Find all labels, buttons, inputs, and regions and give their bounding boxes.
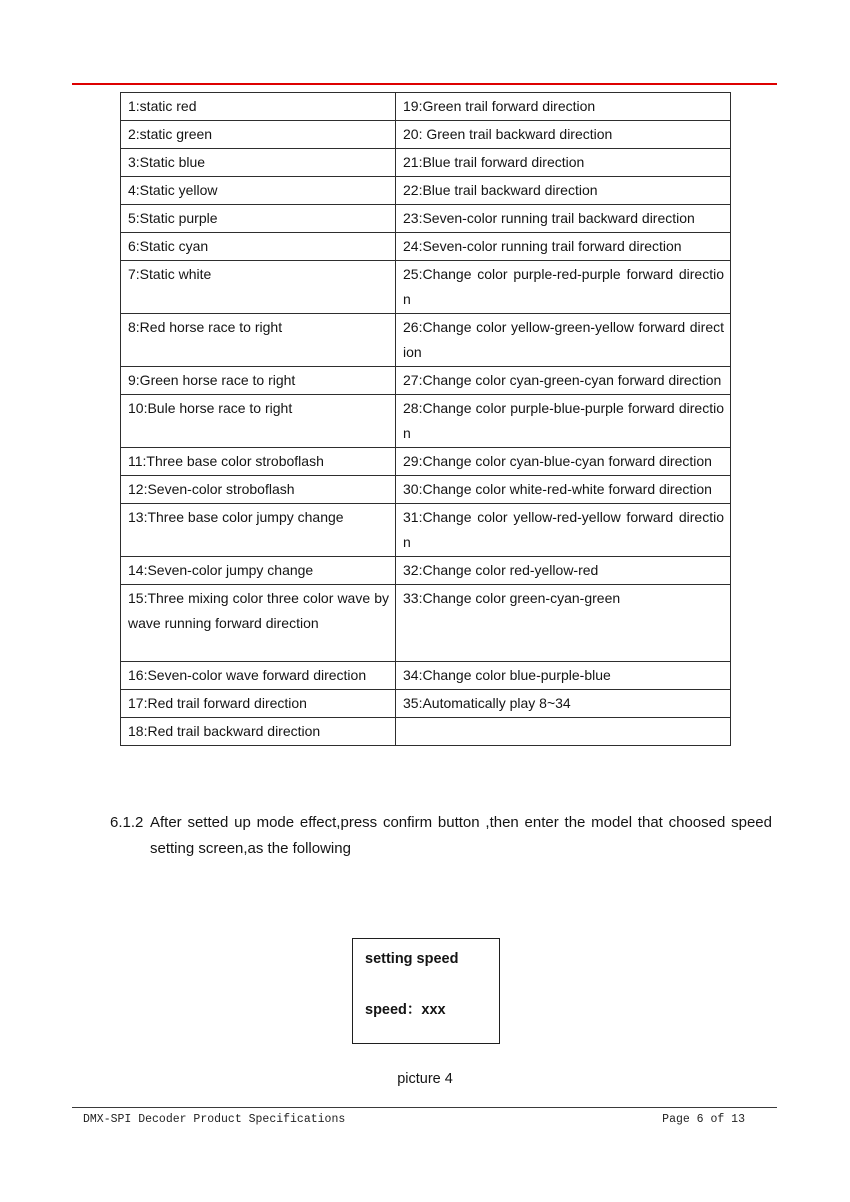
mode-cell-right: 25:Change color purple-red-purple forward direction: [396, 261, 731, 314]
section-text: After setted up mode effect,press confirm button ,then enter the model that choosed speed setting screen,as the following: [150, 814, 772, 857]
mode-cell-left: 13:Three base color jumpy change: [121, 504, 396, 557]
mode-cell-left: 10:Bule horse race to right: [121, 395, 396, 448]
mode-cell-right: 29:Change color cyan-blue-cyan forward direction: [396, 448, 731, 476]
section-paragraph: [110, 810, 772, 862]
table-row: [121, 718, 731, 746]
table-row: [121, 367, 731, 395]
table-row: [121, 261, 731, 314]
mode-cell-right: 24:Seven-color running trail forward direction: [396, 233, 731, 261]
table-row: [121, 149, 731, 177]
footer-rule: [72, 1107, 777, 1108]
mode-cell-right: 20: Green trail backward direction: [396, 121, 731, 149]
mode-cell-left: 11:Three base color stroboflash: [121, 448, 396, 476]
lcd-line-2: speed：xxx: [365, 1002, 446, 1018]
table-row: [121, 121, 731, 149]
mode-cell-left: 18:Red trail backward direction: [121, 718, 396, 746]
mode-cell-left: 5:Static purple: [121, 205, 396, 233]
mode-cell-right: 35:Automatically play 8~34: [396, 690, 731, 718]
mode-cell-left: 12:Seven-color stroboflash: [121, 476, 396, 504]
table-row: [121, 395, 731, 448]
mode-cell-right: 31:Change color yellow-red-yellow forward direction: [396, 504, 731, 557]
mode-cell-left: 14:Seven-color jumpy change: [121, 557, 396, 585]
lcd-screen-box: [352, 938, 500, 1044]
mode-cell-right: 19:Green trail forward direction: [396, 93, 731, 121]
mode-cell-right: 30:Change color white-red-white forward direction: [396, 476, 731, 504]
table-row: [121, 504, 731, 557]
mode-cell-right: 27:Change color cyan-green-cyan forward direction: [396, 367, 731, 395]
mode-cell-left: 4:Static yellow: [121, 177, 396, 205]
table-row: [121, 205, 731, 233]
lcd-line-1: setting speed: [365, 951, 459, 967]
page-footer: [83, 1113, 745, 1126]
table-row: [121, 93, 731, 121]
mode-cell-right: 22:Blue trail backward direction: [396, 177, 731, 205]
mode-cell-left: 1:static red: [121, 93, 396, 121]
table-row: [121, 690, 731, 718]
table-row: [121, 662, 731, 690]
mode-cell-left: 2:static green: [121, 121, 396, 149]
mode-cell-left: 7:Static white: [121, 261, 396, 314]
red-header-rule: [72, 83, 777, 85]
table-row: [121, 314, 731, 367]
footer-page-number: Page 6 of 13: [662, 1113, 745, 1126]
section-number: 6.1.2: [110, 814, 144, 831]
table-row: [121, 448, 731, 476]
mode-cell-left: 6:Static cyan: [121, 233, 396, 261]
mode-cell-right: 23:Seven-color running trail backward direction: [396, 205, 731, 233]
mode-cell-left: 17:Red trail forward direction: [121, 690, 396, 718]
mode-cell-right: 32:Change color red-yellow-red: [396, 557, 731, 585]
footer-document-title: DMX-SPI Decoder Product Specifications: [83, 1113, 346, 1126]
mode-cell-left: 8:Red horse race to right: [121, 314, 396, 367]
table-row: [121, 585, 731, 662]
mode-cell-right: 34:Change color blue-purple-blue: [396, 662, 731, 690]
mode-cell-right: [396, 718, 731, 746]
mode-cell-right: 28:Change color purple-blue-purple forward direction: [396, 395, 731, 448]
mode-cell-right: 26:Change color yellow-green-yellow forward direction: [396, 314, 731, 367]
table-row: [121, 233, 731, 261]
table-row: [121, 177, 731, 205]
mode-cell-right: 33:Change color green-cyan-green: [396, 585, 731, 662]
mode-effect-table: [120, 92, 731, 746]
mode-cell-left: 9:Green horse race to right: [121, 367, 396, 395]
mode-cell-right: 21:Blue trail forward direction: [396, 149, 731, 177]
figure-caption: picture 4: [397, 1071, 453, 1087]
mode-cell-left: 16:Seven-color wave forward direction: [121, 662, 396, 690]
mode-cell-left: 15:Three mixing color three color wave by wave running forward direction: [121, 585, 396, 662]
mode-cell-left: 3:Static blue: [121, 149, 396, 177]
table-row: [121, 557, 731, 585]
table-row: [121, 476, 731, 504]
